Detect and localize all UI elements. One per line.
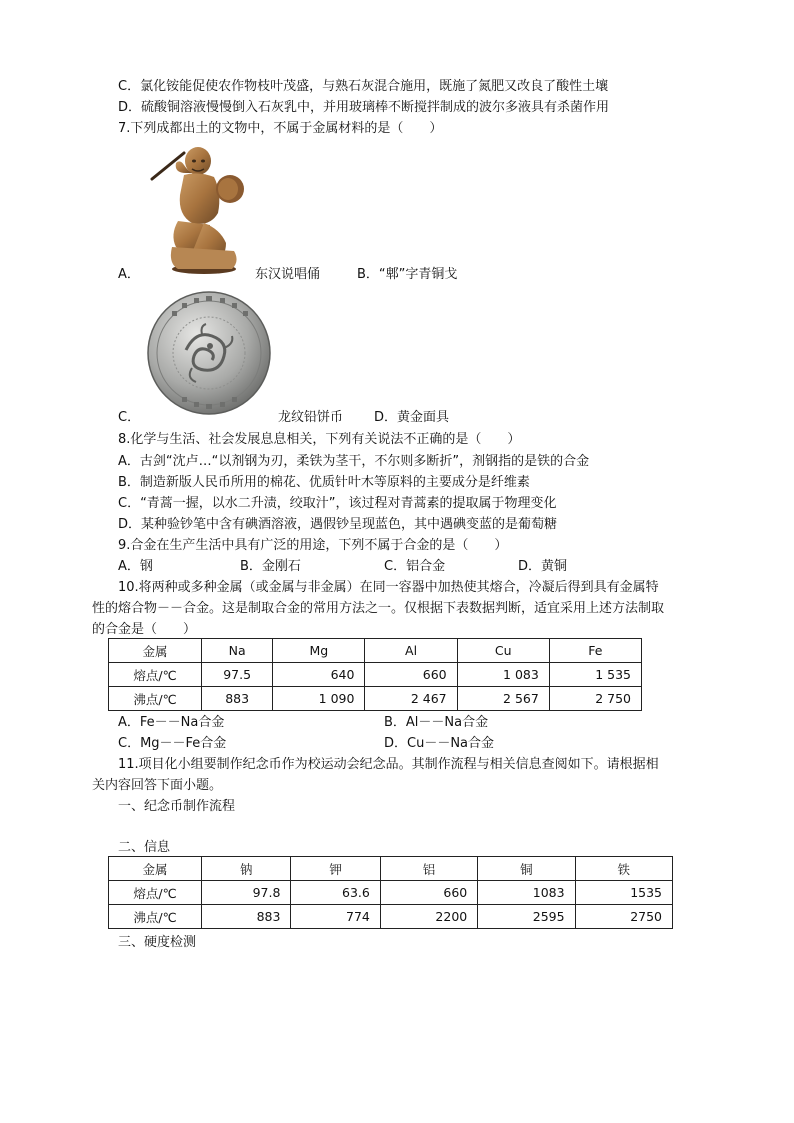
q10-option-c: C．Mg－－Fe合金 — [118, 736, 227, 751]
table-cell: 2595 — [478, 905, 575, 929]
q7-option-b: B．“郫”字青铜戈 — [357, 267, 458, 282]
q10-option-b: B．Al－－Na合金 — [384, 715, 489, 730]
table-header-cell: 金属 — [109, 857, 202, 881]
q11-section-info: 二、信息 — [118, 840, 171, 855]
table-header-cell: 铁 — [575, 857, 672, 881]
q10-metal-table — [108, 638, 642, 711]
table-header-cell: 铝 — [380, 857, 477, 881]
table-header-cell: Cu — [457, 639, 549, 663]
q7-option-a-letter: A． — [118, 267, 140, 282]
table-header-cell: 钾 — [291, 857, 380, 881]
table-row — [109, 687, 642, 711]
q8-option-d: D．某种验钞笔中含有碘酒溶液，遇假钞呈现蓝色，其中遇碘变蓝的是葡萄糖 — [118, 517, 558, 532]
table-row — [109, 663, 642, 687]
table-cell: 2750 — [575, 905, 672, 929]
dragon-coin-image — [146, 290, 272, 416]
table-cell: 2 567 — [457, 687, 549, 711]
q10-stem-line2: 性的熔合物－－合金。这是制取合金的常用方法之一。仅根据下表数据判断，适宜采用上述方法制取 — [92, 601, 665, 616]
q11-section-flow: 一、纪念币制作流程 — [118, 799, 236, 814]
table-cell: 2 467 — [365, 687, 457, 711]
table-cell: 1 535 — [549, 663, 641, 687]
storyteller-figurine-image — [148, 143, 248, 275]
table-row — [109, 905, 673, 929]
q10-option-d: D．Cu－－Na合金 — [384, 736, 495, 751]
table-cell: 1 090 — [273, 687, 365, 711]
q7-option-a-text: 东汉说唱俑 — [255, 267, 321, 282]
table-row — [109, 881, 673, 905]
table-header-cell: Al — [365, 639, 457, 663]
table-cell: 63.6 — [291, 881, 380, 905]
table-cell: 883 — [202, 687, 273, 711]
table-cell: 660 — [380, 881, 477, 905]
table-cell: 660 — [365, 663, 457, 687]
table-row — [109, 857, 673, 881]
table-cell: 883 — [202, 905, 291, 929]
table-cell: 774 — [291, 905, 380, 929]
table-header-cell: Na — [202, 639, 273, 663]
q8-option-b: B．制造新版人民币所用的棉花、优质针叶木等原料的主要成分是纤维素 — [118, 475, 530, 490]
table-cell: 1 083 — [457, 663, 549, 687]
q7-option-c-letter: C． — [118, 410, 141, 425]
q9-stem: 9.合金在生产生活中具有广泛的用途，下列不属于合金的是（ ） — [118, 538, 508, 553]
q10-stem-line1: 10.将两种或多种金属（或金属与非金属）在同一容器中加热使其熔合，冷凝后得到具有金属特 — [118, 580, 659, 595]
table-header-cell: 钠 — [202, 857, 291, 881]
table-header-cell: 金属 — [109, 639, 202, 663]
table-header-cell: Fe — [549, 639, 641, 663]
table-header-cell: 铜 — [478, 857, 575, 881]
q6-option-d: D．硫酸铜溶液慢慢倒入石灰乳中，并用玻璃棒不断搅拌制成的波尔多液具有杀菌作用 — [118, 100, 610, 115]
q9-option-b: B．金刚石 — [240, 559, 301, 574]
table-cell: 2 750 — [549, 687, 641, 711]
table-cell: 97.5 — [202, 663, 273, 687]
q9-option-d: D．黄铜 — [518, 559, 568, 574]
table-cell: 熔点/℃ — [109, 881, 202, 905]
table-header-cell: Mg — [273, 639, 365, 663]
table-cell: 沸点/℃ — [109, 687, 202, 711]
q9-option-c: C．铝合金 — [384, 559, 446, 574]
q11-section-hardness: 三、硬度检测 — [118, 935, 197, 950]
q9-option-a: A．钢 — [118, 559, 153, 574]
q8-stem: 8.化学与生活、社会发展息息相关，下列有关说法不正确的是（ ） — [118, 432, 521, 447]
q11-stem-line2: 关内容回答下面小题。 — [92, 778, 223, 793]
table-cell: 97.8 — [202, 881, 291, 905]
table-cell: 1535 — [575, 881, 672, 905]
q10-option-a: A．Fe－－Na合金 — [118, 715, 225, 730]
q10-stem-line3: 的合金是（ ） — [92, 622, 197, 637]
q11-metal-table — [108, 856, 673, 929]
q6-option-c: C．氯化铵能促使农作物枝叶茂盛，与熟石灰混合施用，既施了氮肥又改良了酸性土壤 — [118, 79, 609, 94]
table-cell: 熔点/℃ — [109, 663, 202, 687]
table-cell: 1083 — [478, 881, 575, 905]
table-cell: 沸点/℃ — [109, 905, 202, 929]
q11-stem-line1: 11.项目化小组要制作纪念币作为校运动会纪念品。其制作流程与相关信息查阅如下。请根据相 — [118, 757, 659, 772]
table-cell: 640 — [273, 663, 365, 687]
q8-option-c: C．“青蒿一握，以水二升渍，绞取汁”，该过程对青蒿素的提取属于物理变化 — [118, 496, 557, 511]
q8-option-a: A．古剑“沈卢…“以剂钢为刃，柔铁为茎干，不尔则多断折”，剂钢指的是铁的合金 — [118, 454, 590, 469]
q7-stem: 7.下列成都出土的文物中，不属于金属材料的是（ ） — [118, 121, 443, 136]
q7-option-d: D．黄金面具 — [374, 410, 450, 425]
table-row — [109, 639, 642, 663]
table-cell: 2200 — [380, 905, 477, 929]
q7-option-c-text: 龙纹铅饼币 — [278, 410, 344, 425]
